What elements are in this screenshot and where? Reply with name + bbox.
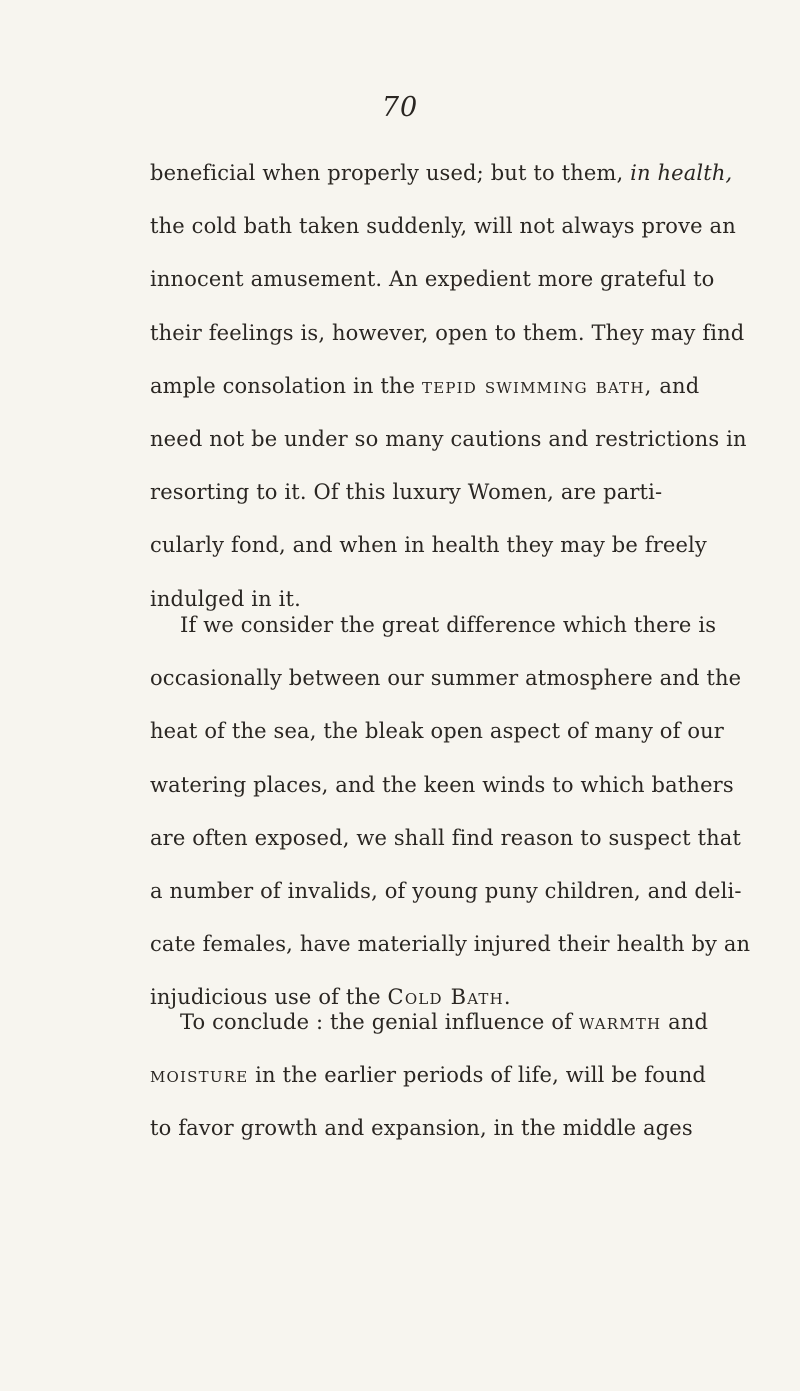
- text-segment: warmth: [578, 1010, 662, 1034]
- text-line: [150, 264, 714, 294]
- text-segment: cate females, have materially injured their health by an: [150, 932, 751, 957]
- text-segment: innocent amusement. An expedient more grateful to: [150, 267, 715, 292]
- text-segment: and: [652, 373, 700, 398]
- text-segment: to favor growth and expansion, in the middle ages: [150, 1116, 693, 1141]
- page-number: 70: [381, 92, 419, 123]
- text-line: [150, 530, 707, 560]
- text-line: [150, 158, 732, 188]
- text-line: [150, 477, 662, 507]
- text-segment: occasionally between our summer atmosphere and the: [150, 666, 742, 691]
- text-segment: moisture: [150, 1063, 249, 1088]
- text-line: [150, 424, 747, 454]
- text-segment: To conclude : the genial influence of: [180, 1010, 579, 1034]
- text-segment: their feelings is, however, open to them. They may find: [150, 320, 745, 345]
- text-line: [180, 1007, 708, 1037]
- text-segment: a number of invalids, of young puny children, and deli-: [150, 879, 742, 903]
- text-line: [150, 1060, 706, 1090]
- text-line: [150, 663, 741, 693]
- text-segment: in health,: [630, 161, 733, 185]
- text-segment: indulged in it.: [150, 586, 301, 611]
- text-segment: heat of the sea, the bleak open aspect of many of our: [150, 719, 724, 744]
- text-line: [150, 211, 736, 241]
- text-segment: are often exposed, we shall find reason to suspect that: [150, 825, 741, 850]
- text-segment: beneficial when properly used; but to them,: [150, 161, 631, 185]
- text-segment: and: [661, 1010, 709, 1034]
- text-line: [150, 371, 699, 401]
- text-segment: If we consider the great difference which there is: [180, 613, 717, 637]
- text-line: [150, 823, 741, 853]
- text-line: [150, 318, 744, 348]
- text-line: [150, 876, 742, 906]
- text-segment: tepid swimming bath,: [422, 373, 653, 398]
- text-segment: resorting to it. Of this luxury Women, are parti-: [150, 480, 663, 505]
- text-segment: need not be under so many cautions and restrictions in: [150, 427, 747, 451]
- text-line: [180, 610, 716, 640]
- text-segment: in the earlier periods of life, will be found: [248, 1063, 706, 1088]
- text-line: [150, 929, 750, 959]
- text-segment: the cold bath taken suddenly, will not always prove an: [150, 214, 736, 239]
- text-segment: ample consolation in the: [150, 373, 423, 398]
- text-segment: watering places, and the keen winds to which bathers: [150, 772, 734, 797]
- text-segment: cularly fond, and when in health they may be freely: [150, 533, 707, 558]
- text-segment: Cold Bath.: [387, 985, 512, 1010]
- text-line: [150, 770, 734, 800]
- text-line: [150, 1113, 693, 1143]
- text-segment: injudicious use of the: [150, 985, 388, 1010]
- text-line: [150, 716, 724, 746]
